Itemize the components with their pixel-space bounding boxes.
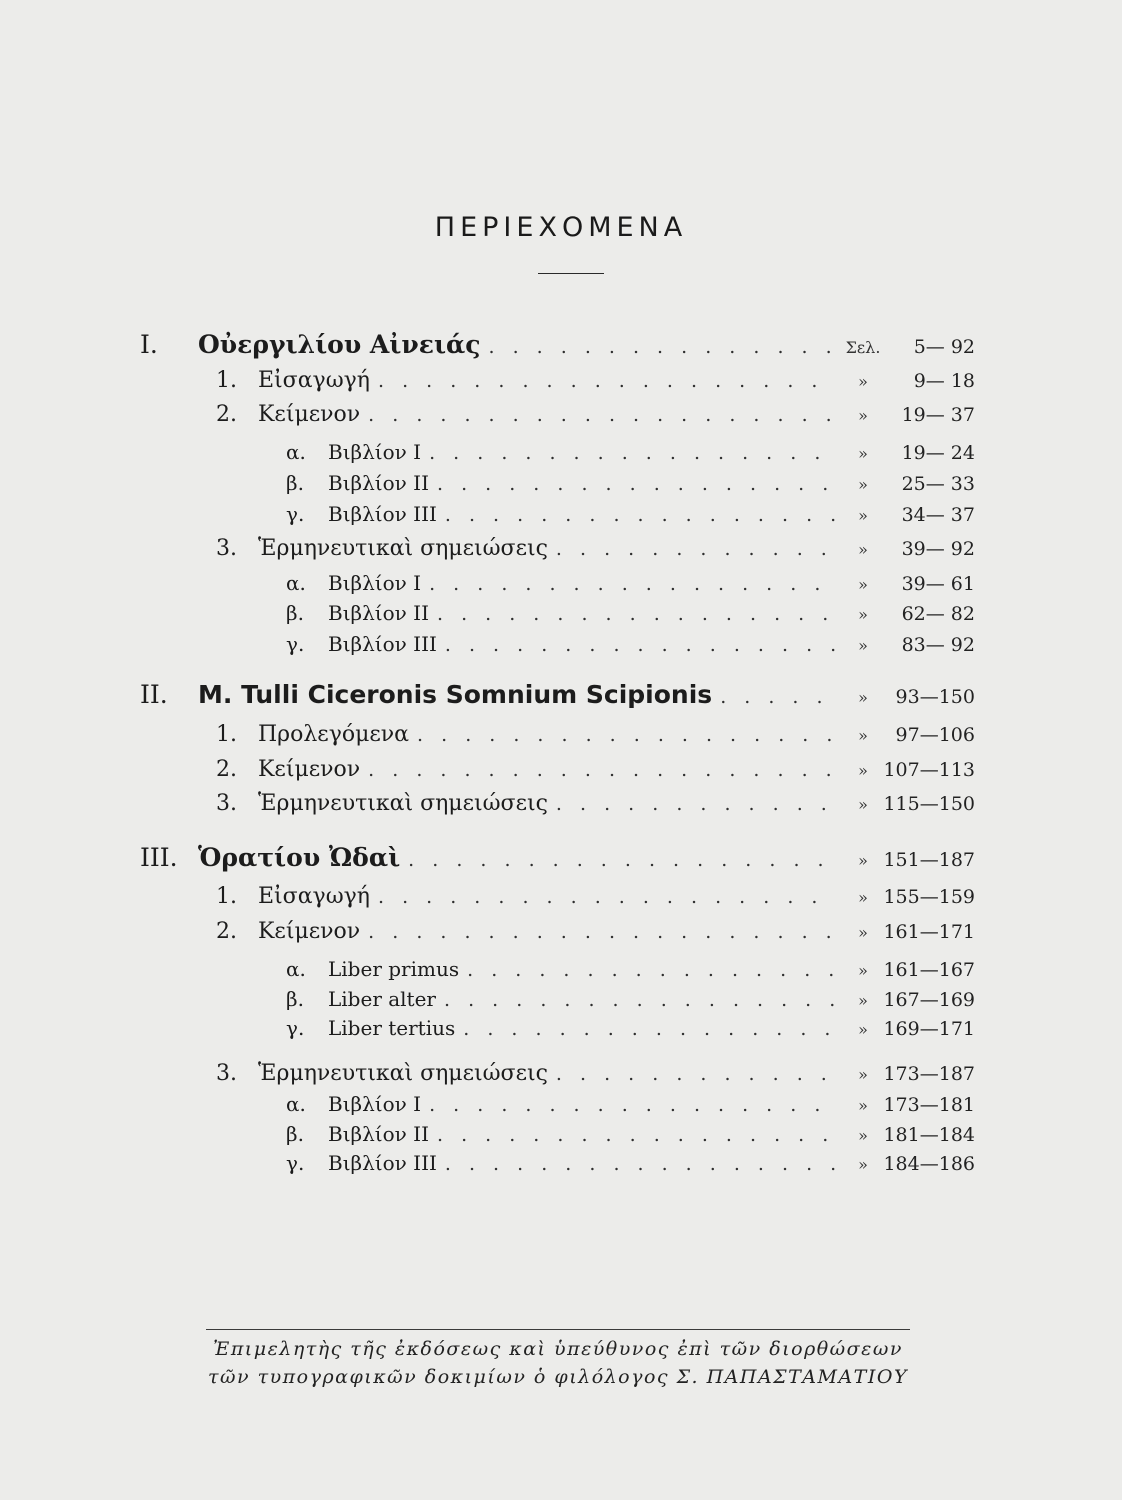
footer-line-1: Ἐπιμελητὴς τῆς ἐκδόσεως καὶ ὑπεύθυνος ἐπὶ τῶν διορθώσεων — [213, 1338, 903, 1360]
section-3-item-3-sub-3-leader — [445, 1153, 837, 1175]
section-3-item-2-sub-1-pages: 161—167 — [883, 959, 975, 981]
section-1 — [140, 330, 975, 364]
section-3-item-2-sub-2-label: Liber alter — [328, 987, 436, 1011]
section-1-item-3-page-marker: » — [858, 540, 868, 559]
section-3-item-3-sub-2-page-marker: » — [858, 1126, 868, 1145]
section-1-item-3-sub-1-page-marker: » — [858, 575, 868, 594]
section-1-item-3-sub-1-leader — [429, 573, 837, 595]
section-1-item-2-sub-2-leader — [437, 473, 837, 495]
section-1-item-2-sub-2-pages: 25— 33 — [901, 473, 975, 495]
section-3-item-2-leader — [368, 921, 837, 943]
section-3-item-2-sub-1 — [286, 957, 975, 991]
section-3-item-3-sub-1-label: Βιβλίον I — [328, 1092, 422, 1116]
section-3-item-3-pages: 173—187 — [883, 1063, 975, 1085]
section-3-item-2-sub-2-leader — [444, 989, 837, 1011]
section-1-item-2-sub-1-label: Βιβλίον I — [328, 440, 422, 464]
section-1-item-3-sub-1-number: α. — [286, 571, 306, 595]
section-1-item-1-pages: 9— 18 — [913, 370, 975, 392]
section-3-item-3-sub-2-leader — [437, 1124, 837, 1146]
section-1-item-3-sub-2-label: Βιβλίον II — [328, 601, 429, 625]
section-3-item-3-sub-3-number: γ. — [286, 1151, 305, 1175]
section-2-item-2-page-marker: » — [858, 761, 868, 780]
section-1-label: Οὐεργιλίου Αἰνειάς — [198, 330, 481, 359]
section-3-item-2-sub-3-pages: 169—171 — [883, 1018, 975, 1040]
section-3-item-2-page-marker: » — [858, 923, 868, 942]
section-1-item-2-sub-2-label: Βιβλίον II — [328, 471, 429, 495]
section-3-item-3-sub-3-label: Βιβλίον III — [328, 1151, 437, 1175]
section-1-item-3-leader — [556, 538, 837, 560]
section-3-item-3-label: Ἑρμηνευτικαὶ σημειώσεις — [258, 1061, 548, 1086]
section-1-item-1-leader — [378, 370, 837, 392]
section-1-item-3-sub-2 — [286, 601, 975, 635]
section-1-item-3-sub-3-leader — [445, 634, 837, 656]
section-2-item-1-leader — [417, 724, 837, 746]
section-3-item-1-label: Εἰσαγωγή — [258, 884, 370, 909]
section-1-item-3-sub-2-leader — [437, 603, 837, 625]
section-2-label: M. Tulli Ciceronis Somnium Scipionis — [198, 680, 713, 709]
section-3-item-3-page-marker: » — [858, 1065, 868, 1084]
section-1-item-3-sub-3-page-marker: » — [858, 636, 868, 655]
section-3-item-3 — [216, 1061, 975, 1095]
section-2-item-2-label: Κείμενον — [258, 757, 361, 782]
section-1-item-2-sub-3 — [286, 502, 975, 536]
section-1-item-2-page-marker: » — [858, 406, 868, 425]
section-1-item-3-number: 3. — [216, 536, 237, 561]
section-3-item-2-sub-3-page-marker: » — [858, 1020, 868, 1039]
section-3-item-3-leader — [556, 1063, 837, 1085]
section-1-item-3-sub-2-number: β. — [286, 601, 304, 625]
section-2-item-3-pages: 115—150 — [883, 793, 975, 815]
section-3-item-1 — [216, 884, 975, 918]
section-3-item-2-sub-1-page-marker: » — [858, 961, 868, 980]
section-2-item-3-leader — [556, 793, 837, 815]
section-1-item-2-number: 2. — [216, 402, 237, 427]
section-2-leader — [720, 686, 837, 708]
section-1-item-2-sub-3-pages: 34— 37 — [901, 504, 975, 526]
section-1-item-2-sub-3-number: γ. — [286, 502, 305, 526]
section-1-item-3-sub-3-number: γ. — [286, 632, 305, 656]
section-3-label: Ὁρατίου Ὠδαὶ — [198, 843, 401, 872]
section-1-item-2 — [216, 402, 975, 436]
section-1-item-3-sub-2-page-marker: » — [858, 605, 868, 624]
section-2-item-1-page-marker: » — [858, 726, 868, 745]
section-1-item-3-sub-1-label: Βιβλίον I — [328, 571, 422, 595]
section-3-item-3-sub-3-pages: 184—186 — [883, 1153, 975, 1175]
section-1-item-3-sub-3-label: Βιβλίον III — [328, 632, 437, 656]
section-1-item-2-sub-2 — [286, 471, 975, 505]
section-1-item-3-sub-2-pages: 62— 82 — [901, 603, 975, 625]
section-3-item-3-sub-3-page-marker: » — [858, 1155, 868, 1174]
section-1-item-1-number: 1. — [216, 368, 237, 393]
section-1-item-2-sub-2-number: β. — [286, 471, 304, 495]
section-1-item-2-sub-3-leader — [445, 504, 837, 526]
section-3-item-1-pages: 155—159 — [883, 886, 975, 908]
section-2-item-2-leader — [368, 759, 837, 781]
section-2-item-3-number: 3. — [216, 791, 237, 816]
section-3-item-2-sub-3 — [286, 1016, 975, 1050]
section-3-item-3-sub-1-page-marker: » — [858, 1096, 868, 1115]
section-3-page-marker: » — [858, 851, 868, 870]
section-1-item-3 — [216, 536, 975, 570]
section-1-number: I. — [140, 330, 158, 359]
section-2-item-1-pages: 97—106 — [895, 724, 975, 746]
section-1-item-2-sub-1-page-marker: » — [858, 444, 868, 463]
section-1-pages: 5— 92 — [913, 336, 975, 358]
section-1-page-marker: Σελ. — [845, 338, 881, 357]
section-3-item-2-sub-3-label: Liber tertius — [328, 1016, 456, 1040]
section-3-item-2-sub-1-number: α. — [286, 957, 306, 981]
section-1-item-3-sub-3-pages: 83— 92 — [901, 634, 975, 656]
section-2-item-3 — [216, 791, 975, 825]
section-3-item-1-number: 1. — [216, 884, 237, 909]
section-1-item-3-sub-3 — [286, 632, 975, 666]
section-1-item-3-sub-1 — [286, 571, 975, 605]
section-3-item-3-sub-2-pages: 181—184 — [883, 1124, 975, 1146]
section-1-item-2-sub-1 — [286, 440, 975, 474]
section-2 — [140, 680, 975, 714]
page-title: ΠΕΡΙΕΧΟΜΕΝΑ — [434, 212, 688, 243]
section-3-item-3-sub-1 — [286, 1092, 975, 1126]
section-1-item-2-label: Κείμενον — [258, 402, 361, 427]
footer-rule — [206, 1329, 910, 1330]
section-3-pages: 151—187 — [883, 849, 975, 871]
section-3-item-3-sub-1-pages: 173—181 — [883, 1094, 975, 1116]
section-3-item-2-number: 2. — [216, 919, 237, 944]
title-rule — [538, 273, 604, 274]
section-1-item-2-leader — [368, 404, 837, 426]
section-2-number: II. — [140, 680, 168, 709]
section-2-pages: 93—150 — [895, 686, 975, 708]
section-2-item-3-label: Ἑρμηνευτικαὶ σημειώσεις — [258, 791, 548, 816]
section-3-item-2-sub-1-leader — [467, 959, 837, 981]
section-3-item-2-label: Κείμενον — [258, 919, 361, 944]
section-2-item-2 — [216, 757, 975, 791]
section-1-item-2-sub-3-label: Βιβλίον III — [328, 502, 437, 526]
section-3-item-1-leader — [378, 886, 837, 908]
section-1-item-2-sub-1-leader — [429, 442, 837, 464]
section-3-item-3-number: 3. — [216, 1061, 237, 1086]
section-1-item-3-sub-1-pages: 39— 61 — [901, 573, 975, 595]
section-1-item-2-sub-1-number: α. — [286, 440, 306, 464]
section-3-item-2-sub-1-label: Liber primus — [328, 957, 460, 981]
section-3-item-2-sub-2-number: β. — [286, 987, 304, 1011]
section-1-item-3-label: Ἑρμηνευτικαὶ σημειώσεις — [258, 536, 548, 561]
section-2-item-3-page-marker: » — [858, 795, 868, 814]
section-1-leader — [489, 336, 838, 358]
section-3-item-3-sub-1-leader — [429, 1094, 837, 1116]
section-2-page-marker: » — [858, 688, 868, 707]
section-3 — [140, 843, 975, 877]
section-3-item-3-sub-2-number: β. — [286, 1122, 304, 1146]
section-1-item-3-pages: 39— 92 — [901, 538, 975, 560]
section-2-item-1-label: Προλεγόμενα — [258, 722, 410, 747]
section-3-item-3-sub-1-number: α. — [286, 1092, 306, 1116]
section-1-item-2-sub-3-page-marker: » — [858, 506, 868, 525]
section-1-item-1 — [216, 368, 975, 402]
section-2-item-1 — [216, 722, 975, 756]
section-2-item-2-pages: 107—113 — [883, 759, 975, 781]
section-3-leader — [408, 849, 837, 871]
section-3-item-2-pages: 161—171 — [883, 921, 975, 943]
section-1-item-1-label: Εἰσαγωγή — [258, 368, 370, 393]
section-3-item-3-sub-2-label: Βιβλίον II — [328, 1122, 429, 1146]
section-3-item-2-sub-2-page-marker: » — [858, 991, 868, 1010]
section-3-item-2-sub-3-number: γ. — [286, 1016, 305, 1040]
section-2-item-1-number: 1. — [216, 722, 237, 747]
section-1-item-2-sub-2-page-marker: » — [858, 475, 868, 494]
section-3-item-3-sub-3 — [286, 1151, 975, 1185]
section-3-item-2-sub-2-pages: 167—169 — [883, 989, 975, 1011]
section-1-item-2-pages: 19— 37 — [901, 404, 975, 426]
section-1-item-1-page-marker: » — [858, 372, 868, 391]
section-2-item-2-number: 2. — [216, 757, 237, 782]
section-3-item-2-sub-3-leader — [463, 1018, 837, 1040]
section-3-item-2 — [216, 919, 975, 953]
footer-line-2: τῶν τυπογραφικῶν δοκιμίων ὁ φιλόλογος Σ. ΠΑΠΑΣΤΑΜΑΤΙΟΥ — [208, 1366, 908, 1388]
section-1-item-2-sub-1-pages: 19— 24 — [901, 442, 975, 464]
section-3-number: III. — [140, 843, 178, 872]
section-3-item-1-page-marker: » — [858, 888, 868, 907]
